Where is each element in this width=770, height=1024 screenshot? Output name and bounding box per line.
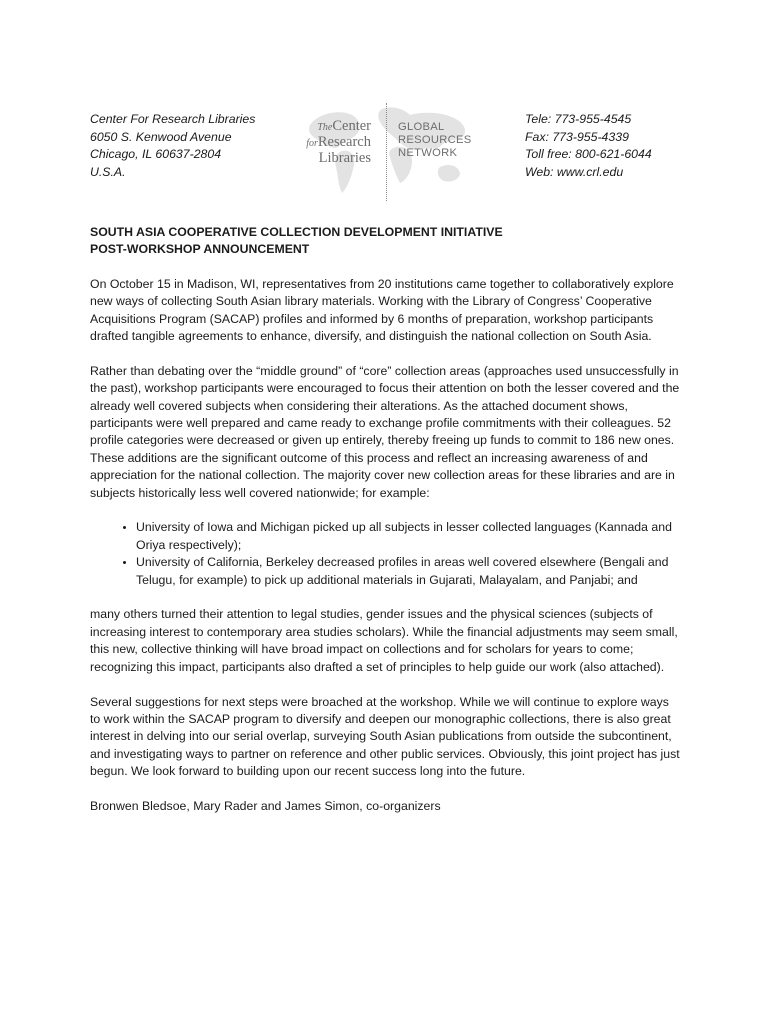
letterhead bbox=[0, 111, 770, 211]
logo-wordmark bbox=[300, 95, 475, 205]
contact-web: Web: www.crl.edu bbox=[525, 164, 624, 179]
contact-toll-free: Toll free: 800-621-6044 bbox=[525, 147, 652, 162]
logo-text: GLOBAL bbox=[398, 121, 445, 133]
contact-info bbox=[525, 111, 652, 181]
document-title bbox=[90, 224, 680, 259]
logo-divider bbox=[386, 103, 387, 201]
address-line: U.S.A. bbox=[90, 164, 126, 179]
signature: Bronwen Bledsoe, Mary Rader and James Simon, co-organizers bbox=[90, 798, 441, 813]
logo-text: The bbox=[317, 122, 333, 133]
letter-body bbox=[90, 224, 680, 815]
list-item: • University of California, Berkeley decreased profiles in areas well covered elsewhere (Bengali and Telugu, for example) to pick up additional materials in Gujarati, Malayalam, and Panjabi; and bbox=[136, 554, 680, 589]
crl-wordmark bbox=[306, 119, 371, 165]
contact-phone: Tele: 773-955-4545 bbox=[525, 112, 632, 126]
paragraph: Several suggestions for next steps were broached at the workshop. While we will continue to explore ways to work within the SACAP program to diversify and deepen our monographic collections, there is also great interest in delving into our serial overlap, surveying South Asian publications from outside the subcontinent, and investigating ways to partner on reference and other public services. Obviously, this joint project has just begun. We look forward to building upon our recent success long into the future. bbox=[90, 694, 680, 779]
sender-address bbox=[90, 111, 255, 181]
crl-global-resources-logo bbox=[300, 95, 475, 205]
contact-fax: Fax: 773-955-4339 bbox=[525, 129, 629, 144]
paragraph: Rather than debating over the “middle ground” of “core” collection areas (approaches used unsuccessfully in the past), workshop participants were encouraged to focus their attention on both the lesser covered and the already well covered subjects when considering their alterations. As the attached document shows, participants were well prepared and came ready to exchange profile commitments with their colleagues. 52 profile categories were decreased or given up entirely, thereby freeing up funds to commit to 186 new ones. These additions are the significant outcome of this process and reflect an increasing awareness of and appreciation for the national collection. The majority cover new collection areas for these libraries and are in subjects historically less well covered nationwide; for example: bbox=[90, 363, 680, 500]
address-line: Chicago, IL 60637-2804 bbox=[90, 147, 222, 162]
grn-wordmark bbox=[398, 121, 472, 160]
title-line: POST-WORKSHOP ANNOUNCEMENT bbox=[90, 242, 310, 257]
list-item: • University of Iowa and Michigan picked up all subjects in lesser collected languages (Kannada and Oriya respectively); bbox=[136, 519, 680, 554]
logo-text: NETWORK bbox=[398, 147, 458, 159]
address-line: Center For Research Libraries bbox=[90, 112, 256, 126]
paragraph: many others turned their attention to legal studies, gender issues and the physical sciences (subjects of increasing interest to contemporary area studies scholars). While the financial adjustments may seem small, this new, collective thinking will have broad impact on collections and for scholars for years to come; recognizing this impact, participants also drafted a set of principles to help guide our work (also attached). bbox=[90, 607, 678, 674]
logo-text: Center bbox=[332, 118, 371, 134]
example-list bbox=[90, 519, 680, 589]
logo-text: for bbox=[306, 138, 318, 149]
address-line: 6050 S. Kenwood Avenue bbox=[90, 129, 232, 144]
logo-text: RESOURCES bbox=[398, 134, 472, 146]
logo-text: Research bbox=[317, 134, 371, 150]
title-line: SOUTH ASIA COOPERATIVE COLLECTION DEVELOPMENT INITIATIVE bbox=[90, 225, 503, 239]
logo-text: Libraries bbox=[318, 150, 371, 166]
paragraph: On October 15 in Madison, WI, representatives from 20 institutions came together to collaboratively explore new ways of collecting South Asian library materials. Working with the Library of Congress’ Cooperative Acquisitions Program (SACAP) profiles and informed by 6 months of preparation, workshop participants drafted tangible agreements to enhance, diversify, and distinguish the national collection on South Asia. bbox=[90, 276, 674, 344]
